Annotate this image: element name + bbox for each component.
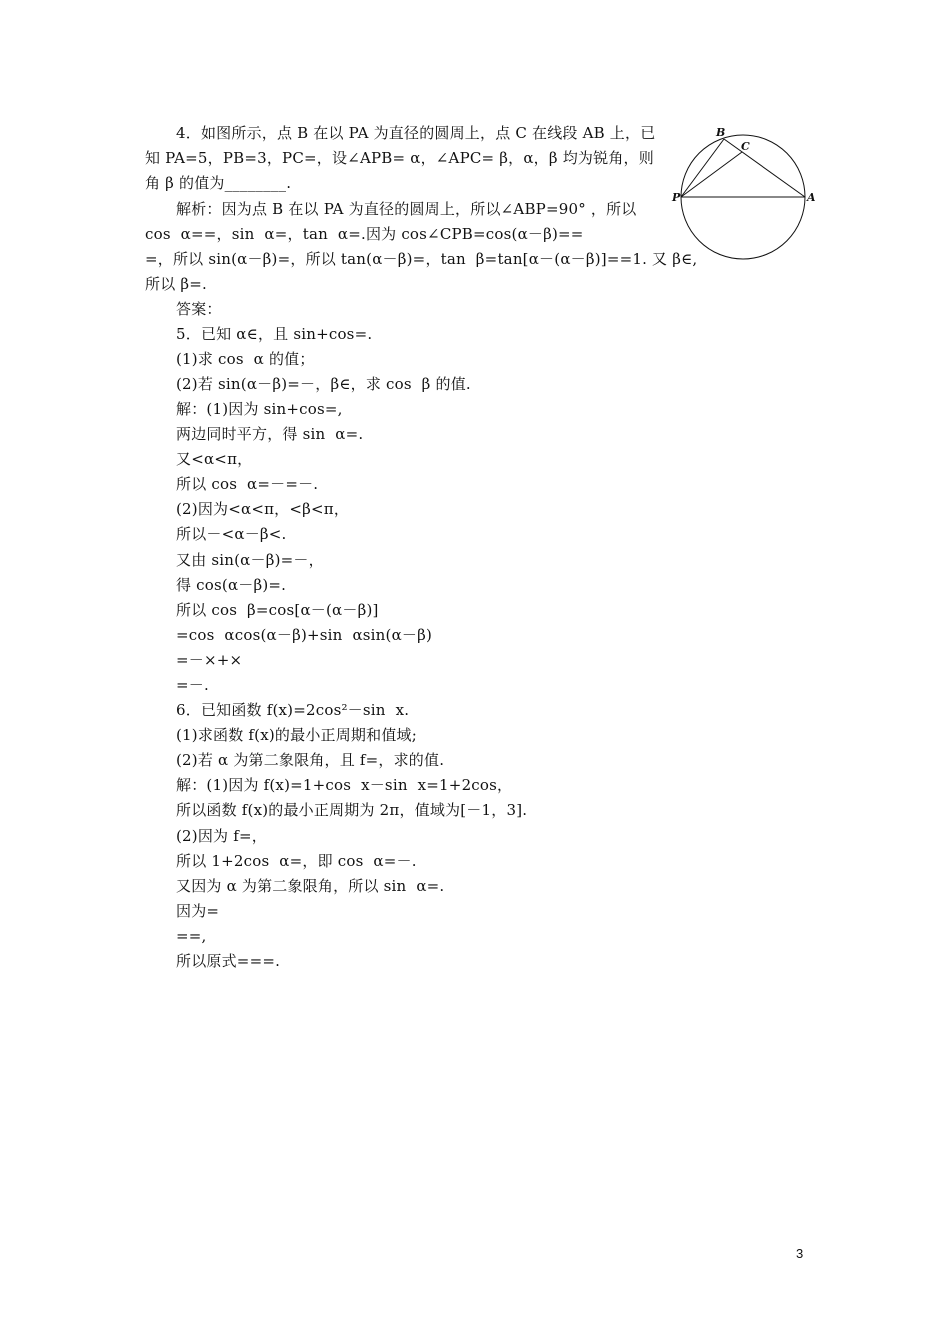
- problem5-line6: 又<α<π，: [176, 450, 253, 468]
- problem5-line12: 所以 cos β=cos[α－(α－β)]: [176, 601, 379, 619]
- problem6-line1: 6．已知函数 f(x)=2cos²－sin x.: [176, 701, 410, 719]
- label-c: C: [741, 140, 750, 153]
- problem4-solution-line3: =，所以 sin(α－β)=，所以 tan(α－β)=，tan β=tan[α－(α－β)]==1. 又 β∈,: [145, 250, 698, 268]
- problem5-line2: (1)求 cos α 的值；: [176, 350, 315, 368]
- problem5-line5: 两边同时平方，得 sin α=.: [176, 425, 364, 443]
- problem4-line2: 知 PA=5，PB=3，PC=，设∠APB= α，∠APC= β，α，β 均为锐角，则: [145, 149, 654, 167]
- problem5-line13: =cos αcos(α－β)+sin αsin(α－β): [176, 626, 433, 644]
- problem6-line7: 所以 1+2cos α=，即 cos α=－.: [176, 852, 417, 870]
- problem6-line5: 所以函数 f(x)的最小正周期为 2π，值域为[－1，3].: [176, 801, 528, 819]
- problem6-line8: 又因为 α 为第二象限角，所以 sin α=.: [176, 877, 445, 895]
- problem5-line9: 所以－<α－β<.: [176, 525, 287, 543]
- problem6-line2: (1)求函数 f(x)的最小正周期和值域;: [176, 726, 417, 744]
- problem5-line8: (2)因为<α<π，<β<π，: [176, 500, 350, 518]
- problem6-line9: 因为=: [176, 902, 220, 920]
- problem5-line11: 得 cos(α－β)=.: [176, 576, 287, 594]
- problem5-line15: =－.: [176, 676, 209, 694]
- problem4-answer: 答案：: [176, 300, 222, 318]
- problem5-line1: 5．已知 α∈，且 sin+cos=.: [176, 325, 373, 343]
- problem5-line7: 所以 cos α=－=－.: [176, 475, 319, 493]
- problem6-line6: (2)因为 f=，: [176, 827, 267, 845]
- problem4-line1: 4．如图所示，点 B 在以 PA 为直径的圆周上，点 C 在线段 AB 上，已: [176, 124, 656, 142]
- problem5-line4: 解：(1)因为 sin+cos=,: [176, 400, 343, 418]
- circle-figure: [672, 122, 814, 252]
- label-a: A: [807, 191, 816, 204]
- problem4-solution-line1: 解析：因为点 B 在以 PA 为直径的圆周上，所以∠ABP=90° ，所以: [176, 200, 637, 218]
- segment-ba: [724, 139, 805, 197]
- problem6-line3: (2)若 α 为第二象限角，且 f=，求的值.: [176, 751, 445, 769]
- problem6-line10: ==,: [176, 927, 207, 945]
- problem4-solution-line2: cos α==，sin α=，tan α=.因为 cos∠CPB=cos(α－β)==: [145, 225, 584, 243]
- label-p: P: [672, 191, 681, 204]
- problem4-line3: 角 β 的值为________.: [145, 174, 292, 192]
- problem4-solution-line4: 所以 β=.: [145, 275, 207, 293]
- page-number: 3: [796, 1246, 804, 1261]
- label-b: B: [716, 126, 726, 139]
- circle-diagram: [672, 122, 814, 252]
- problem6-line4: 解：(1)因为 f(x)=1+cos x－sin x=1+2cos，: [176, 776, 513, 794]
- segment-pb: [681, 139, 724, 197]
- problem6-line11: 所以原式===.: [176, 952, 281, 970]
- problem5-line3: (2)若 sin(α－β)=－，β∈，求 cos β 的值.: [176, 375, 471, 393]
- problem5-line14: =－×+×: [176, 651, 243, 669]
- segment-pc: [681, 152, 742, 197]
- problem5-line10: 又由 sin(α－β)=－，: [176, 551, 324, 569]
